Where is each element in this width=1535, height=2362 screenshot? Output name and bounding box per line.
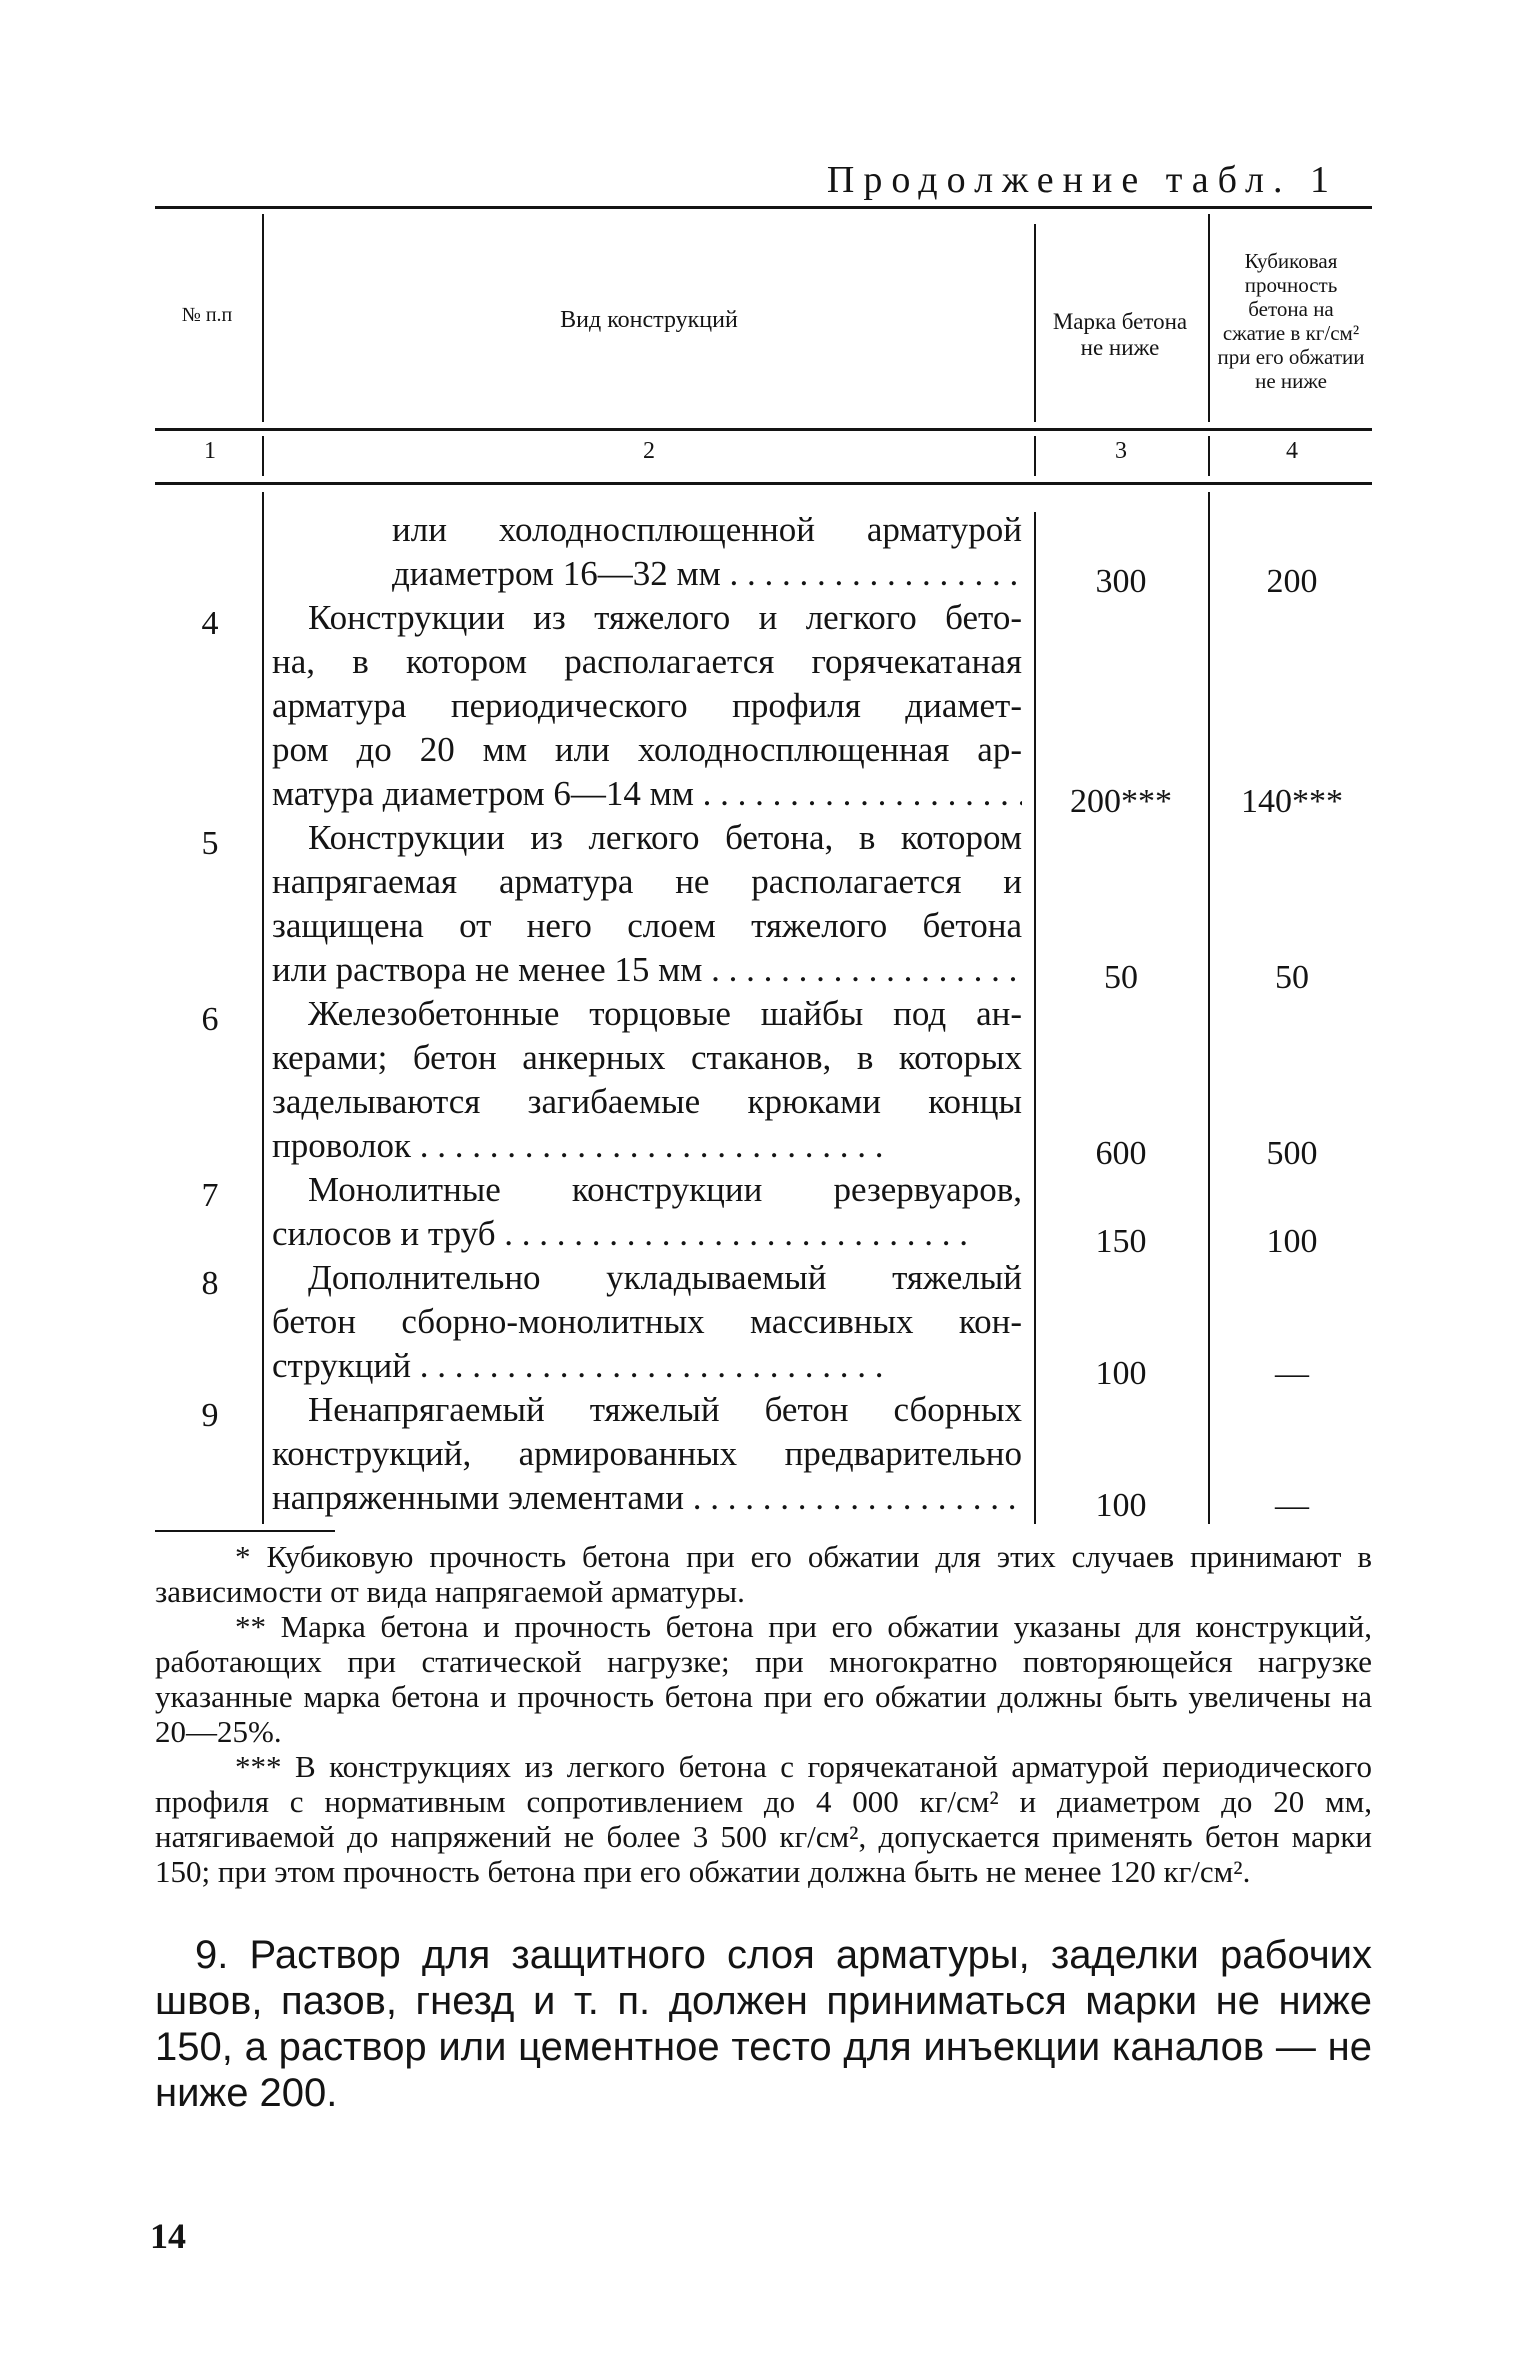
row-line: проволок . . .: [272, 1124, 1022, 1168]
row-line: конструкций, армированных предварительно: [272, 1434, 1022, 1473]
continuation-text: [272, 508, 1022, 596]
row-line: ром до 20 мм или холодносплющенная ар-: [272, 730, 1022, 769]
row-line: Железобетонные торцовые шайбы под ан-: [308, 994, 1022, 1033]
paragraph-9: [155, 1932, 1372, 2116]
row-strength: 140***: [1241, 783, 1343, 820]
col-divider-1-body: [262, 492, 264, 1524]
colnum-2: 2: [643, 438, 655, 464]
continuation-line: диаметром 16—32 мм . . .: [272, 552, 1022, 596]
paragraph-text: 9. Раствор для защитного слоя арматуры, заделки рабочих швов, пазов, гнезд и т. п. должен приниматься марки не ниже 150, а раствор или цементное тесто для инъекции каналов — не ниже 200.: [155, 1933, 1372, 2115]
continuation-strength: 200: [1266, 563, 1318, 600]
footnotes: [155, 1539, 1372, 1889]
row-line: матура диаметром 6—14 мм . . .: [272, 772, 1022, 816]
col-divider-1-num: [262, 436, 264, 476]
row-line: напряженными элементами . . .: [272, 1476, 1022, 1520]
row-description: [272, 816, 1022, 992]
row-line: Конструкции из легкого бетона, в котором: [308, 818, 1022, 857]
row-description: [272, 596, 1022, 816]
row-number: 4: [201, 605, 219, 642]
header-bottom-rule: [155, 428, 1372, 431]
row-mark: 50: [1104, 959, 1138, 996]
row-number: 6: [201, 1001, 219, 1038]
row-line: защищена от него слоем тяжелого бетона: [272, 906, 1022, 945]
table-top-rule: [155, 206, 1372, 209]
row-strength: 500: [1266, 1135, 1318, 1172]
row-line: Дополнительно укладываемый тяжелый: [308, 1258, 1022, 1297]
row-strength: 100: [1266, 1223, 1318, 1260]
continuation-line: или холодносплющенной арматурой: [392, 510, 1022, 549]
row-line: заделываются загибаемые крюками концы: [272, 1082, 1022, 1121]
row-description: [272, 1388, 1022, 1520]
row-line: напрягаемая арматура не располагается и: [272, 862, 1022, 901]
row-mark: 600: [1095, 1135, 1147, 1172]
footnote-3: *** В конструкциях из легкого бетона с горячекатаной арматурой периодического профиля с нормативным сопротивлением до 4 000 кг/см² и диаметром до 20 мм, натягиваемой до напряжений не более 3 500 кг/см², допускается применять бетон марки 150; при этом прочность бетона при его обжатии должна быть не менее 120 кг/см².: [155, 1749, 1372, 1889]
colnum-1: 1: [204, 438, 216, 464]
row-mark: 100: [1095, 1487, 1147, 1524]
row-strength: —: [1275, 1355, 1309, 1392]
col-divider-1: [262, 214, 264, 422]
header-cube-strength: Кубиковая прочность бетона на сжатие в кг/см² при его обжатии не ниже: [1217, 249, 1365, 393]
page-number: 14: [150, 2216, 186, 2256]
header-construction-type: Вид конструкций: [560, 307, 738, 333]
row-mark: 100: [1095, 1355, 1147, 1392]
row-line: на, в котором располагается горячекатаная: [272, 642, 1022, 681]
row-line: керами; бетон анкерных стаканов, в которых: [272, 1038, 1022, 1077]
row-line: силосов и труб . . .: [272, 1212, 1022, 1256]
row-number: 9: [201, 1397, 219, 1434]
header-number: № п.п: [181, 304, 233, 326]
row-strength: 50: [1275, 959, 1309, 996]
row-description: [272, 1256, 1022, 1388]
row-mark: 200***: [1070, 783, 1172, 820]
colnum-bottom-rule: [155, 482, 1372, 485]
row-number: 7: [201, 1177, 219, 1214]
row-line: Конструкции из тяжелого и легкого бето-: [308, 598, 1022, 637]
row-description: [272, 1168, 1022, 1256]
footnote-2: ** Марка бетона и прочность бетона при его обжатии указаны для конструкций, работающих при статической нагрузке; при многократно повторяющейся нагрузке указанные марка бетона и прочность бетона при его обжатии должны быть увеличены на 20—25%.: [155, 1609, 1372, 1749]
row-line: или раствора не менее 15 мм . . .: [272, 948, 1022, 992]
footnote-1: * Кубиковую прочность бетона при его обжатии для этих случаев принимают в зависимости от вида напрягаемой арматуры.: [155, 1539, 1372, 1609]
colnum-4: 4: [1286, 438, 1298, 464]
row-line: струкций . . .: [272, 1344, 1022, 1388]
row-number: 8: [201, 1265, 219, 1302]
row-line: Ненапрягаемый тяжелый бетон сборных: [308, 1390, 1022, 1429]
header-concrete-grade: Марка бетона не ниже: [1052, 309, 1188, 360]
col-divider-3: [1208, 214, 1210, 422]
row-strength: —: [1275, 1487, 1309, 1524]
row-line: Монолитные конструкции резервуаров,: [308, 1170, 1022, 1209]
row-description: [272, 992, 1022, 1168]
row-line: арматура периодического профиля диамет-: [272, 686, 1022, 725]
row-mark: 150: [1095, 1223, 1147, 1260]
continuation-mark: 300: [1095, 563, 1147, 600]
table-caption: Продолжение табл. 1: [826, 159, 1338, 201]
row-line: бетон сборно-монолитных массивных кон-: [272, 1302, 1022, 1341]
colnum-3: 3: [1115, 438, 1127, 464]
row-number: 5: [201, 825, 219, 862]
col-divider-2: [1034, 224, 1036, 422]
table-bottom-rule: [155, 1530, 335, 1532]
